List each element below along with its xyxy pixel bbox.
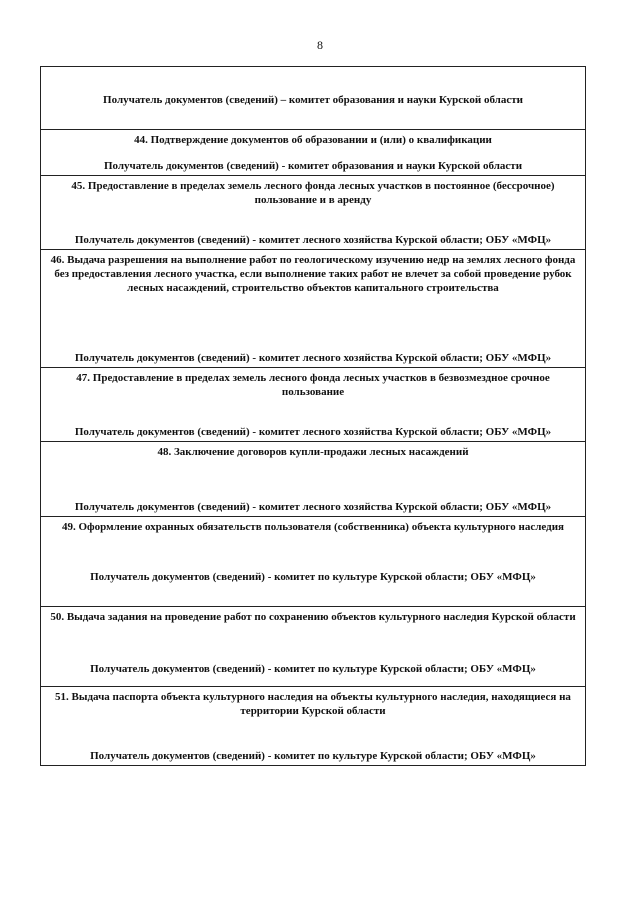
recipient-text: Получатель документов (сведений) - комитет лесного хозяйства Курской области; ОБУ «МФЦ» <box>74 352 552 364</box>
table-row <box>41 249 585 367</box>
table-row <box>41 516 585 606</box>
service-title: 48. Заключение договоров купли-продажи лесных насаждений <box>157 446 469 458</box>
table-row <box>41 441 585 516</box>
recipient-text: Получатель документов (сведений) – комитет образования и науки Курской области <box>103 94 523 106</box>
table-row <box>41 129 585 175</box>
service-title: 44. Подтверждение документов об образовании и (или) о квалификации <box>134 134 492 146</box>
service-title: 49. Оформление охранных обязательств пользователя (собственника) объекта культурного наследия <box>61 521 564 533</box>
service-title: 50. Выдача задания на проведение работ по сохранению объектов культурного наследия Курской области <box>50 611 576 623</box>
table-row <box>41 175 585 249</box>
service-title: 51. Выдача паспорта объекта культурного наследия на объекты культурного наследия, находящиеся на территории Курской области <box>55 691 571 717</box>
service-title: 45. Предоставление в пределах земель лесного фонда лесных участков в постоянное (бессрочное) пользование и в аренду <box>71 180 555 206</box>
page-number: 8 <box>317 38 323 52</box>
table-row <box>41 686 585 765</box>
recipient-text: Получатель документов (сведений) - комитет лесного хозяйства Курской области; ОБУ «МФЦ» <box>74 501 552 513</box>
recipient-text: Получатель документов (сведений) - комитет образования и науки Курской области <box>103 160 523 172</box>
service-title: 47. Предоставление в пределах земель лесного фонда лесных участков в безвозмездное срочное пользование <box>76 372 550 398</box>
recipient-text: Получатель документов (сведений) - комитет лесного хозяйства Курской области; ОБУ «МФЦ» <box>74 234 552 246</box>
table-row <box>41 606 585 686</box>
services-table <box>40 66 586 766</box>
table-row <box>41 67 585 129</box>
recipient-text: Получатель документов (сведений) - комитет по культуре Курской области; ОБУ «МФЦ» <box>90 571 536 583</box>
service-title: 46. Выдача разрешения на выполнение работ по геологическому изучению недр на землях лесного фонда без предоставления лесного участка, если выполнение таких работ не влечет за собой проведение рубок лесных насаждений, строительство объектов капитального строительства <box>50 254 576 294</box>
table-row <box>41 367 585 441</box>
recipient-text: Получатель документов (сведений) - комитет лесного хозяйства Курской области; ОБУ «МФЦ» <box>74 426 552 438</box>
recipient-text: Получатель документов (сведений) - комитет по культуре Курской области; ОБУ «МФЦ» <box>90 750 536 762</box>
recipient-text: Получатель документов (сведений) - комитет по культуре Курской области; ОБУ «МФЦ» <box>90 663 536 675</box>
